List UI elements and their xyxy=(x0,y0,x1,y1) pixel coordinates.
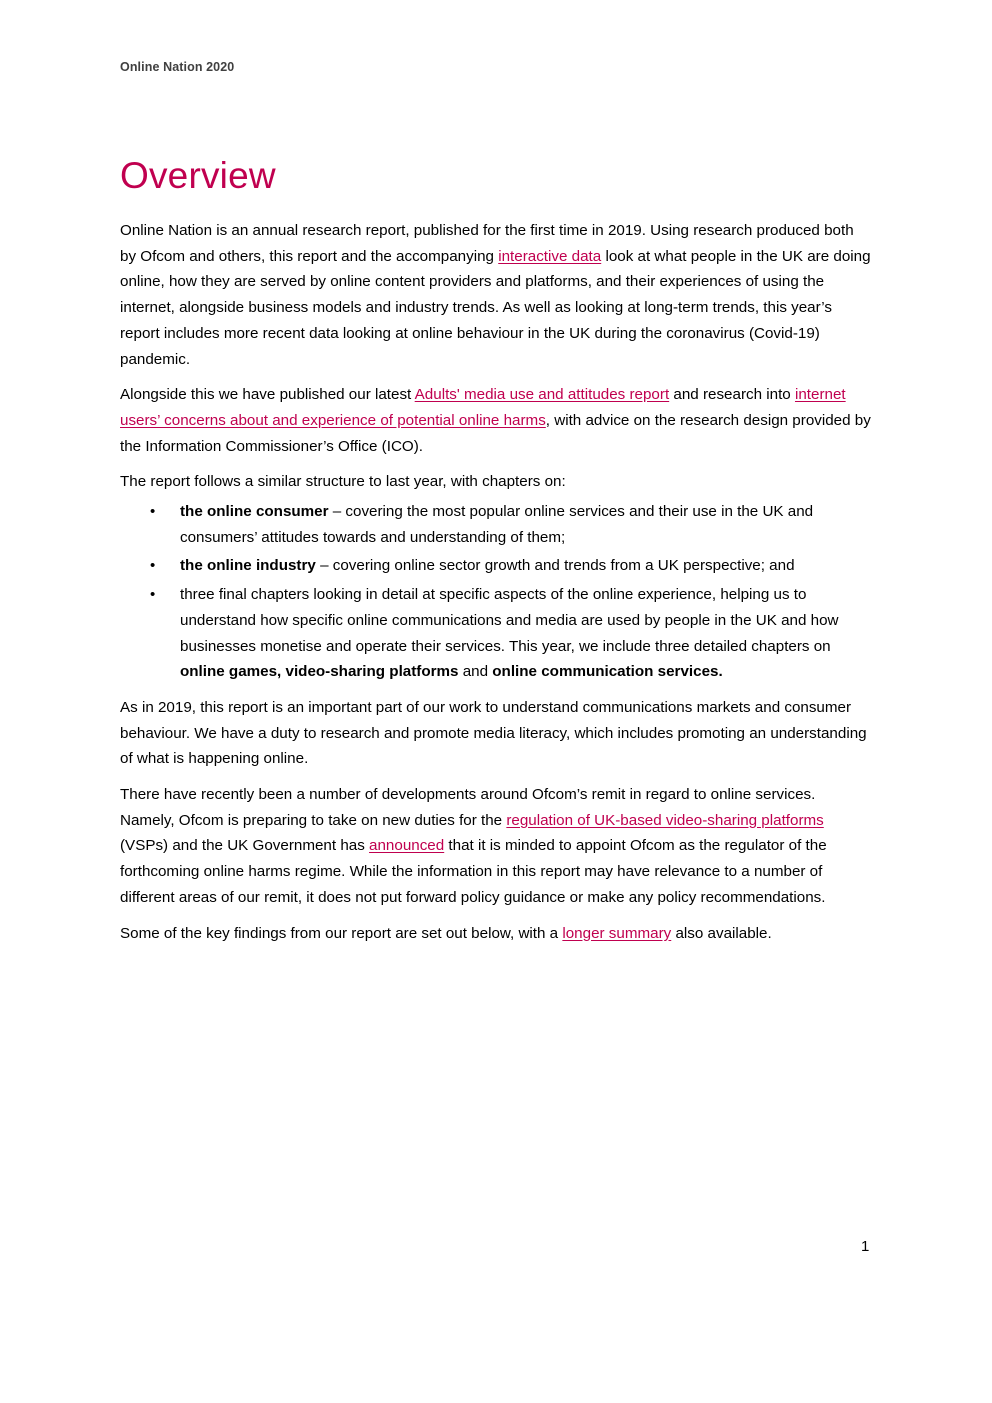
list-item xyxy=(120,582,872,685)
running-header: Online Nation 2020 xyxy=(120,60,235,74)
paragraph-intro xyxy=(120,218,872,372)
paragraph-structure: The report follows a similar structure to last year, with chapters on: xyxy=(120,473,566,491)
paragraph-text: Alongside this we have published our latest xyxy=(120,386,415,404)
vsp-regulation-link[interactable]: regulation of UK-based video-sharing platforms xyxy=(506,811,824,829)
list-item xyxy=(120,499,872,550)
bold-term: the online industry xyxy=(180,557,316,575)
paragraph-text: There have recently been a number of developments around Ofcom’s remit in regard to online services. Namely, Ofcom is preparing to take on new duties for the xyxy=(120,786,816,829)
list-item xyxy=(120,553,872,579)
online-harms-research-link[interactable]: internet users’ concerns about and experience of potential online harms xyxy=(120,386,846,429)
list-item-text: – covering the most popular online services and their use in the UK and consumers’ attitudes towards and understanding of them; xyxy=(180,503,814,546)
page-content xyxy=(120,150,872,956)
bullet-marker: • xyxy=(150,557,156,575)
list-item-text: and xyxy=(458,663,493,681)
paragraph-text: also available. xyxy=(671,924,772,942)
paragraph-text: Online Nation is an annual research report, published for the first time in 2019. Using research produced both by Ofcom and others, this report and the accompanying xyxy=(120,222,854,265)
paragraph-developments xyxy=(120,782,872,911)
announced-link[interactable]: announced xyxy=(369,837,445,855)
chapter-list xyxy=(120,499,872,685)
paragraph-text: (VSPs) and the UK Government has xyxy=(120,837,370,855)
page-title: Overview xyxy=(120,155,276,196)
paragraph-text: , with advice on the research design provided by the Information Commissioner’s Office (ICO). xyxy=(120,411,871,455)
paragraph-text: look at what people in the UK are doing online, how they are served by online content providers and platforms, and their experiences of using the internet, alongside business models and industry trends. As well as looking at long-term trends, this year’s report includes more recent data looking at online behaviour in the UK during the coronavirus (Covid-19) pandemic. xyxy=(120,247,871,368)
list-item-text: three final chapters looking in detail at specific aspects of the online experience, helping us to understand how specific online communications and media are used by people in the UK and how businesses monetise and operate their services. This year, we include three detailed chapters on xyxy=(180,586,839,655)
bold-term: online communication services. xyxy=(492,663,723,681)
paragraph-importance: As in 2019, this report is an important part of our work to understand communications markets and consumer behaviour. We have a duty to research and promote media literacy, which includes promoting an understanding of what is happening online. xyxy=(120,698,867,768)
bold-term: online games, video-sharing platforms xyxy=(180,663,459,681)
bold-term: the online consumer xyxy=(180,503,329,521)
interactive-data-link[interactable]: interactive data xyxy=(498,247,602,265)
list-item-text: – covering online sector growth and trends from a UK perspective; and xyxy=(315,557,795,575)
longer-summary-link[interactable]: longer summary xyxy=(562,924,672,942)
paragraph-text: and research into xyxy=(669,386,795,404)
bullet-marker: • xyxy=(150,503,156,521)
paragraph-text: Some of the key findings from our report are set out below, with a xyxy=(120,924,563,942)
page-number: 1 xyxy=(861,1238,870,1255)
paragraph-key-findings xyxy=(120,921,872,947)
adults-media-use-link[interactable]: Adults' media use and attitudes report xyxy=(414,386,670,404)
paragraph-related-reports xyxy=(120,382,872,459)
paragraph-text: that it is minded to appoint Ofcom as the regulator of the forthcoming online harms regime. While the information in this report may have relevance to a number of different areas of our remit, it does not put forward policy guidance or make any policy recommendations. xyxy=(120,837,827,906)
bullet-marker: • xyxy=(150,586,156,604)
